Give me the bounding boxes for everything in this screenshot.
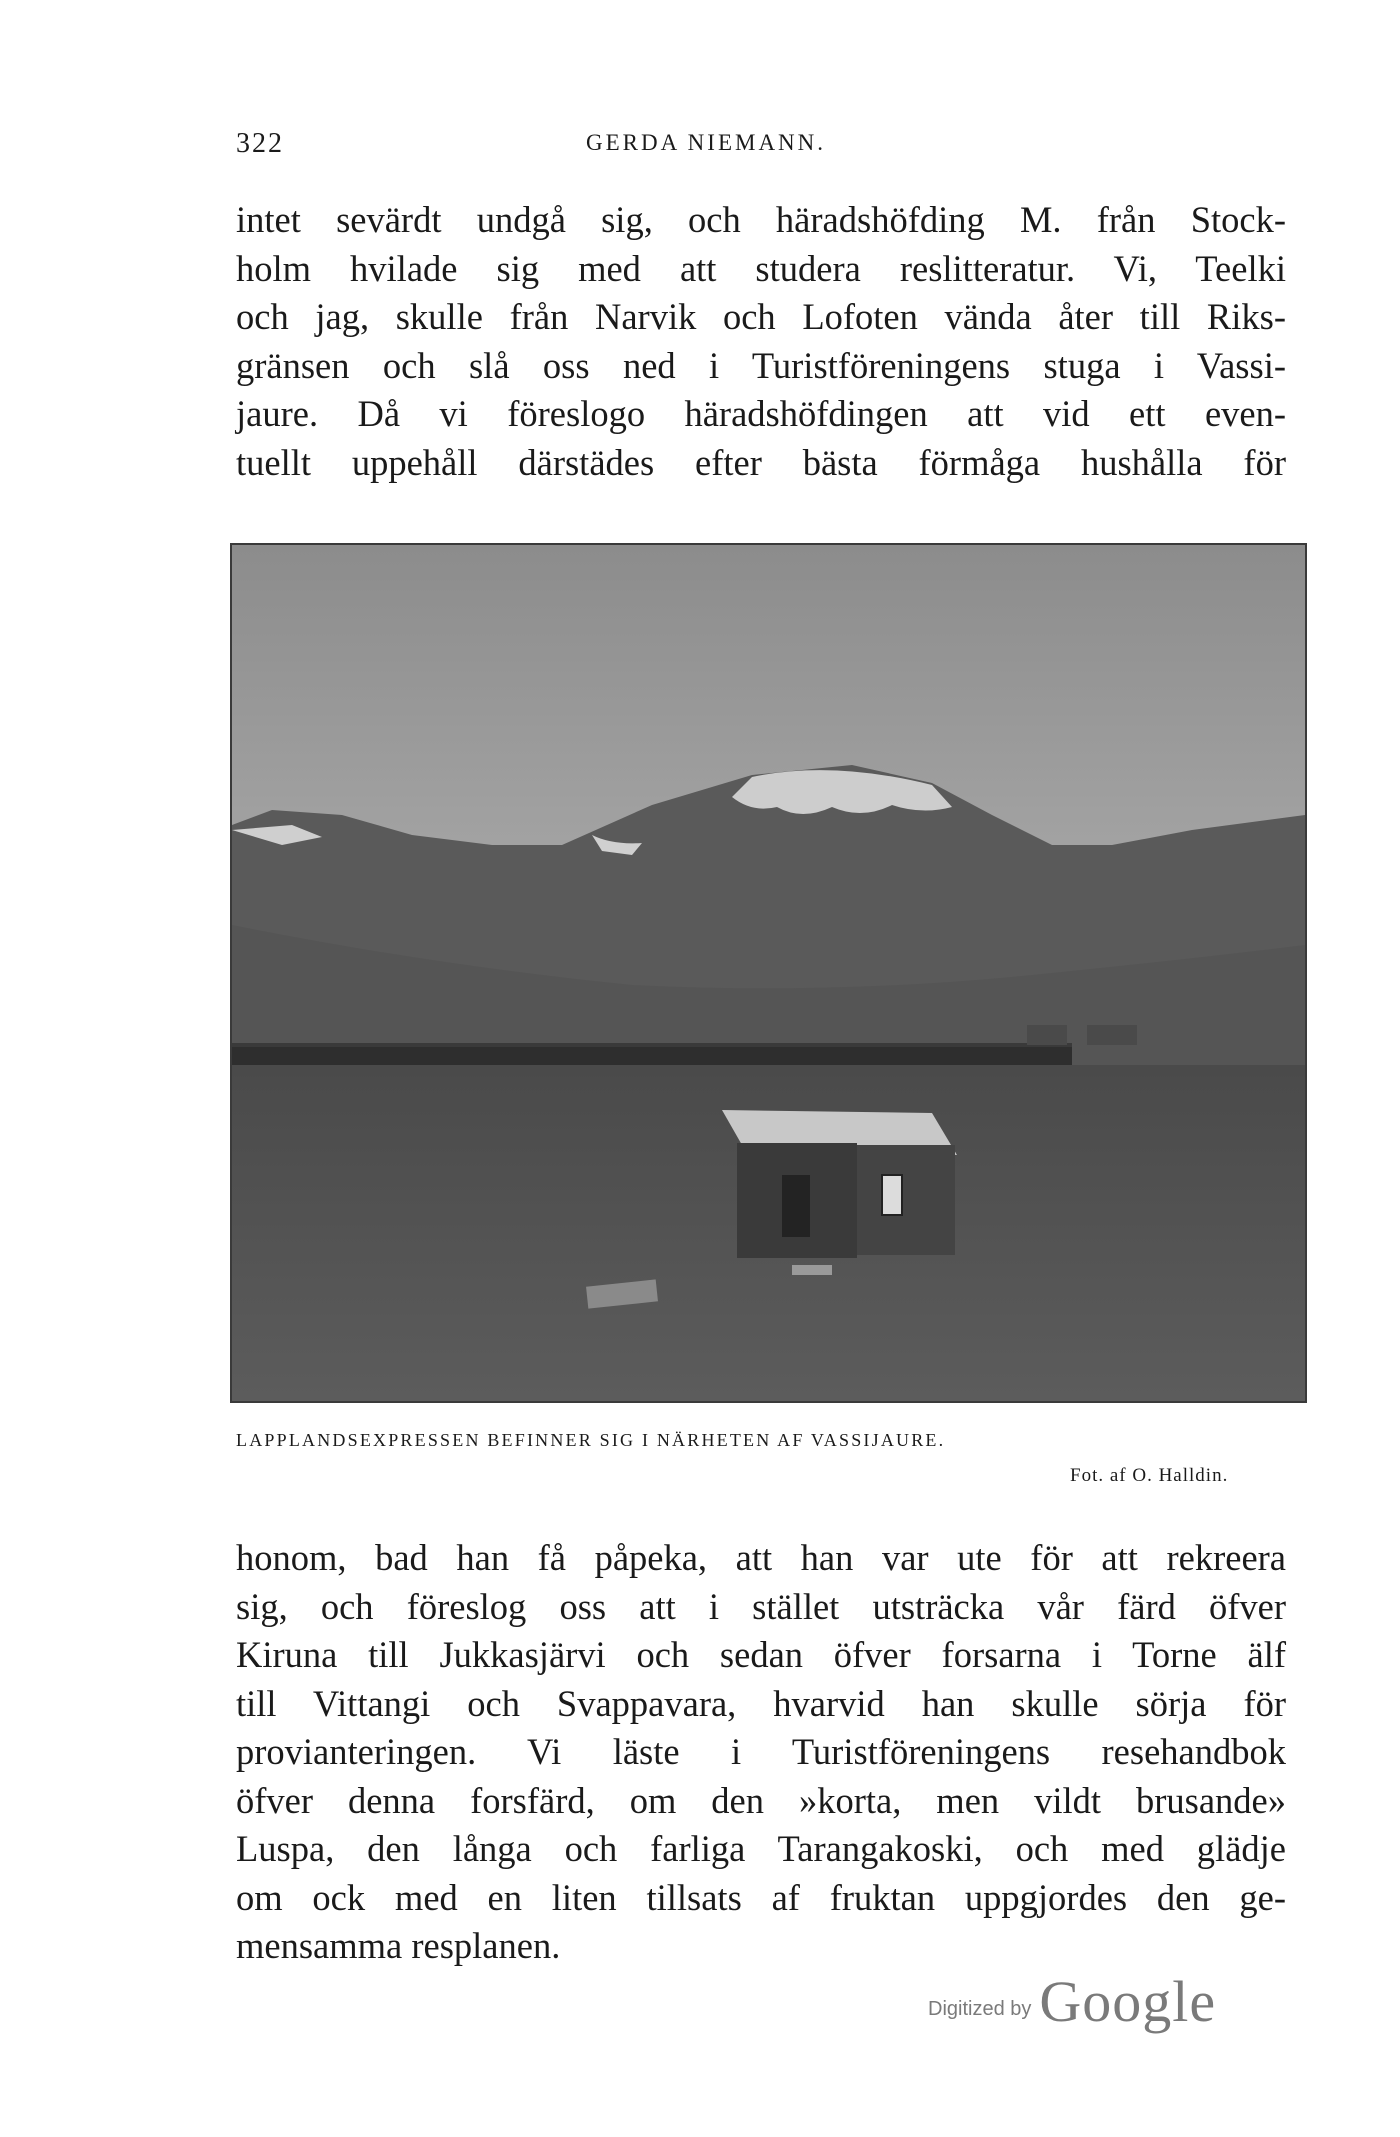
page-number: 322 <box>236 128 284 159</box>
text-line: gränsen och slå oss ned i Turistföreningens stuga i Vassi- <box>236 344 1286 386</box>
text-line: honom, bad han få påpeka, att han var ute för att rekreera <box>236 1537 1286 1578</box>
shed-building <box>1027 1025 1067 1045</box>
google-logo: Google <box>1039 1969 1217 2034</box>
text-line: Luspa, den långa och farliga Tarangakoski, och med glädje <box>236 1828 1286 1869</box>
text-line: mensamma resplanen. <box>236 1925 561 1966</box>
text-line: öfver denna forsfärd, om den »korta, men vildt brusande» <box>236 1779 1286 1821</box>
text-line: och jag, skulle från Narvik och Lofoten vända åter till Riks- <box>236 296 1286 337</box>
text-line: till Vittangi och Svappavara, hvarvid han skulle sörja för <box>236 1682 1286 1724</box>
hut-window <box>882 1175 902 1215</box>
text-line: Kiruna till Jukkasjärvi och sedan öfver forsarna i Torne älf <box>236 1634 1286 1675</box>
figure-caption: LAPPLANDSEXPRESSEN BEFINNER SIG I NÄRHETEN AF VASSIJAURE. <box>236 1430 946 1450</box>
page-header <box>236 128 1296 168</box>
digitized-watermark <box>928 1968 1216 2035</box>
text-line: provianteringen. Vi läste i Turistföreningens resehandbok <box>236 1731 1286 1772</box>
paragraph-1 <box>236 196 1286 487</box>
hut-door <box>782 1175 810 1237</box>
photo-credit: Fot. af O. Halldin. <box>1070 1465 1229 1486</box>
text-line: jaure. Då vi föreslogo häradshöfdingen att vid ett even- <box>236 393 1286 434</box>
text-line: holm hvilade sig med att studera reslitteratur. Vi, Teelki <box>236 247 1286 289</box>
train <box>232 1045 1072 1067</box>
digitized-by-label: Digitized by <box>928 1998 1032 2020</box>
text-line: intet sevärdt undgå sig, och häradshöfding M. från Stock- <box>236 199 1286 240</box>
running-head: GERDA NIEMANN. <box>585 130 827 155</box>
photograph <box>230 543 1307 1403</box>
paragraph-2 <box>236 1534 1286 1971</box>
text-line: sig, och föreslog oss att i stället utsträcka vår färd öfver <box>236 1585 1286 1627</box>
debris <box>792 1265 832 1275</box>
text-line: tuellt uppehåll därstädes efter bästa förmåga hushålla för <box>236 441 1286 483</box>
shed-building <box>1087 1025 1137 1045</box>
text-line: om ock med en liten tillsats af fruktan uppgjordes den ge- <box>236 1876 1286 1918</box>
